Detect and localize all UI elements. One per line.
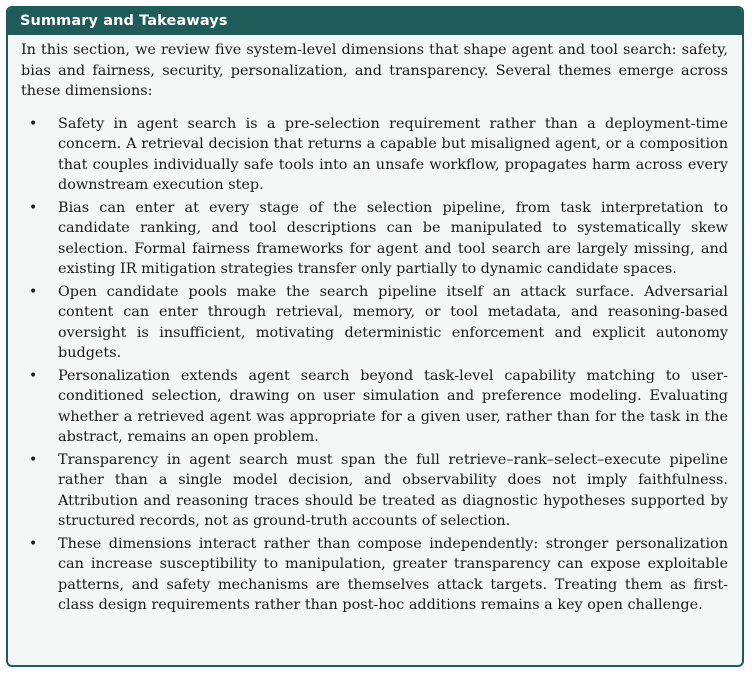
bullet-icon: •: [29, 451, 38, 468]
takeaway-text: Open candidate pools make the search pipeline itself an attack surface. Adversarial content can enter through retrieval, memory, or tool metadata, and reasoning-based oversight is insufficient, motivating deterministic enforcement and explicit autonomy budgets.: [58, 283, 728, 361]
takeaway-text: Safety in agent search is a pre-selection requirement rather than a deployment-time concern. A retrieval decision that returns a capable but misaligned agent, or a composition that couples individually safe tools into an unsafe workflow, propagates harm across every downstream execution step.: [58, 115, 728, 193]
takeaway-text: Personalization extends agent search beyond task-level capability matching to user-conditioned selection, drawing on user simulation and preference modeling. Evaluating whether a retrieved agent was appropriate for a given user, rather than for the task in the abstract, remains an open problem.: [58, 367, 728, 445]
intro-paragraph: In this section, we review five system-level dimensions that shape agent and tool search: safety, bias and fairness, security, personalization, and transparency. Several themes emerge across these dimensions:: [21, 42, 728, 99]
takeaway-item: [21, 534, 728, 616]
box-title: Summary and Takeaways: [8, 8, 742, 35]
bullet-icon: •: [29, 115, 38, 132]
takeaway-item: [21, 114, 728, 196]
takeaway-item: [21, 198, 728, 280]
takeaways-list: [21, 114, 728, 616]
bullet-icon: •: [29, 535, 38, 552]
bullet-icon: •: [29, 367, 38, 384]
takeaway-item: [21, 282, 728, 364]
takeaway-item: [21, 366, 728, 448]
bullet-icon: •: [29, 283, 38, 300]
takeaway-text: Bias can enter at every stage of the selection pipeline, from task interpretation to candidate ranking, and tool descriptions can be manipulated to systematically skew selection. Formal fairness frameworks for agent and tool search are largely missing, and existing IR mitigation strategies transfer only partially to dynamic candidate spaces.: [58, 199, 728, 277]
takeaway-item: [21, 450, 728, 532]
summary-box: [6, 6, 744, 667]
takeaway-text: These dimensions interact rather than compose independently: stronger personalization can increase susceptibility to manipulation, greater transparency can expose exploitable patterns, and safety mechanisms are themselves attack targets. Treating them as first-class design requirements rather than post-hoc additions remains a key open challenge.: [58, 535, 728, 613]
box-body: [8, 35, 742, 616]
bullet-icon: •: [29, 199, 38, 216]
takeaway-text: Transparency in agent search must span the full retrieve–rank–select–execute pipeline rather than a single model decision, and observability does not imply faithfulness. Attribution and reasoning traces should be treated as diagnostic hypotheses supported by structured records, not as ground-truth accounts of selection.: [58, 451, 728, 529]
